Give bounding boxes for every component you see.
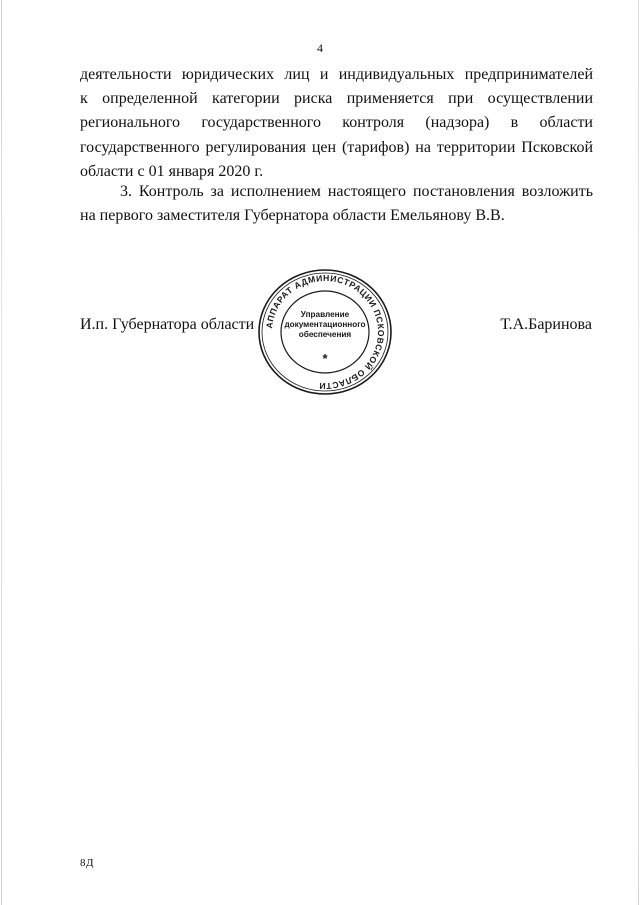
stamp-center-line: Управление	[300, 310, 350, 319]
scan-edge-left	[1, 0, 2, 905]
stamp-star: *	[322, 351, 328, 366]
text-line: деятельности юридических лиц и индивидуальных предпринимателей	[80, 66, 593, 83]
paragraph-risk-category	[80, 63, 593, 184]
text-line: области с 01 января 2020 г.	[80, 162, 264, 180]
official-stamp	[257, 268, 393, 396]
paragraph-control-clause	[80, 180, 593, 228]
stamp-center-line: документационного	[284, 320, 366, 329]
text-line: на первого заместителя Губернатора области Емельянову В.В.	[80, 207, 505, 225]
text-line: 3. Контроль за исполнением настоящего постановления возложить	[120, 183, 593, 200]
text-line: государственного регулирования цен (тарифов) на территории Псковской	[80, 138, 593, 156]
stamp-center-text	[284, 310, 366, 364]
page-number: 4	[317, 41, 323, 55]
svg-text:АППАРАТ АДМИНИСТРАЦИИ ПСКОВСКО: АППАРАТ АДМИНИСТРАЦИИ ПСКОВСКОЙ ОБЛАСТИ	[264, 272, 387, 392]
scan-edge-right	[638, 0, 639, 905]
signatory-name: Т.А.Баринова	[500, 316, 592, 333]
text-line: регионального государственного контроля (надзора) в области	[80, 114, 593, 132]
stamp-center-line: обеспечения	[298, 330, 352, 339]
text-line: к определенной категории риска применяется при осуществлении	[80, 90, 593, 108]
footer-document-code: 8Д	[80, 857, 95, 869]
signatory-position: И.п. Губернатора области	[80, 316, 255, 333]
